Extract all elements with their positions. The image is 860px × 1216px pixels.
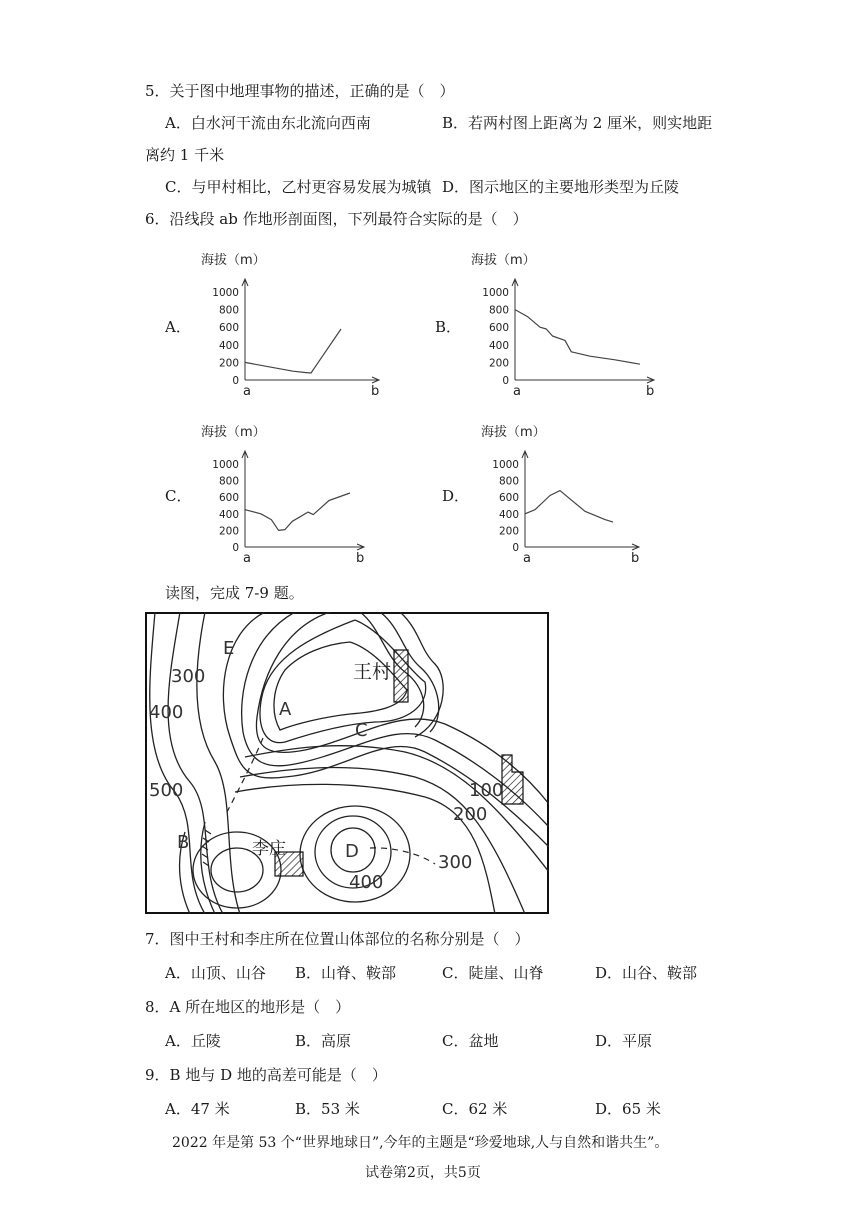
question-6-option-d-label: D． [442, 487, 470, 505]
question-5-option-c: C．与甲村相比，乙村更容易发展为城镇 [165, 178, 432, 196]
question-8-option-a: A．丘陵 [165, 1032, 221, 1050]
question-8-option-b: B．高原 [295, 1032, 352, 1050]
question-6-option-a-label: A． [165, 318, 191, 336]
wangcun-village-marker [394, 650, 408, 702]
y-tick-label: 600 [488, 322, 509, 335]
profile-chart-svg-d [475, 418, 645, 563]
question-8-option-c: C．盆地 [442, 1032, 499, 1050]
y-tick-label: 600 [218, 492, 239, 505]
x-label-start: a [243, 551, 251, 563]
y-tick-label: 600 [218, 322, 239, 335]
y-tick-label: 0 [232, 375, 239, 387]
x-label-end: b [371, 384, 380, 396]
map-label-e: E [223, 638, 235, 659]
profile-line [245, 493, 350, 530]
y-tick-label: 200 [218, 525, 239, 538]
y-tick-label: 1000 [482, 287, 509, 299]
contour-value-300-top: 300 [171, 666, 206, 687]
question-5-option-b: B．若两村图上距离为 2 厘米，则实地距 [442, 114, 713, 132]
question-5-option-d: D．图示地区的主要地形类型为丘陵 [442, 178, 680, 196]
profile-line [515, 310, 640, 365]
question-9-option-d: D．65 米 [595, 1100, 661, 1118]
contour-map [145, 612, 549, 914]
question-7-option-c: C．陡崖、山脊 [442, 964, 544, 982]
y-tick-label: 1000 [492, 459, 519, 471]
profile-chart-svg-c [195, 418, 370, 563]
question-9-option-a: A．47 米 [165, 1100, 230, 1118]
x-label-start: a [513, 384, 521, 396]
map-label-d: D [345, 841, 359, 862]
y-tick-label: 400 [218, 508, 239, 521]
y-tick-label: 800 [218, 475, 239, 488]
y-tick-label: 400 [498, 508, 519, 521]
y-tick-label: 200 [218, 357, 239, 370]
y-tick-label: 400 [488, 339, 509, 352]
profile-chart-svg-a [195, 246, 385, 396]
x-label-end: b [646, 384, 655, 396]
earth-day-note: 2022 年是第 53 个“世界地球日”,今年的主题是“珍爱地球,人与自然和谐共生”。 [172, 1135, 669, 1151]
question-9-option-c: C．62 米 [442, 1100, 508, 1118]
read-map-prompt: 读图，完成 7-9 题。 [165, 584, 304, 602]
question-7-option-b: B．山脊、鞍部 [295, 964, 397, 982]
profile-ylabel: 海拔（m） [201, 253, 266, 268]
question-9-stem: 9．B 地与 D 地的高差可能是（ ） [145, 1066, 387, 1084]
y-tick-label: 400 [218, 339, 239, 352]
map-frame [146, 613, 548, 913]
profile-ylabel: 海拔（m） [201, 425, 266, 440]
y-tick-label: 200 [498, 525, 519, 538]
question-7-option-d: D．山谷、鞍部 [595, 964, 698, 982]
y-tick-label: 800 [488, 304, 509, 317]
x-label-end: b [631, 551, 640, 563]
map-label-c: C [355, 720, 368, 741]
question-7-stem: 7．图中王村和李庄所在位置山体部位的名称分别是（ ） [145, 930, 530, 948]
profile-chart-d [475, 418, 645, 563]
question-5-stem: 5．关于图中地理事物的描述，正确的是（ ） [145, 82, 455, 100]
question-6-option-b-label: B． [435, 318, 462, 336]
contour-value-400-left: 400 [149, 702, 184, 723]
map-label-wangcun: 王村 [353, 661, 392, 683]
question-9-option-b: B．53 米 [295, 1100, 360, 1118]
contour-value-300-bottom: 300 [438, 852, 473, 873]
contour-value-400-bottom: 400 [349, 872, 384, 893]
y-tick-label: 0 [232, 542, 239, 554]
contour-value-500: 500 [149, 780, 184, 801]
x-label-start: a [243, 384, 251, 396]
profile-ylabel: 海拔（m） [471, 253, 536, 268]
profile-chart-svg-b [465, 246, 660, 396]
profile-line [245, 329, 341, 373]
y-tick-label: 0 [512, 542, 519, 554]
map-label-lizhuang: 李庄 [252, 839, 286, 859]
question-8-stem: 8．A 所在地区的地形是（ ） [145, 998, 351, 1016]
map-label-b: B [177, 832, 190, 853]
y-tick-label: 200 [488, 357, 509, 370]
profile-chart-c [195, 418, 370, 563]
y-tick-label: 1000 [212, 459, 239, 471]
x-label-end: b [356, 551, 365, 563]
question-7-option-a: A．山顶、山谷 [165, 964, 266, 982]
contour-value-100: 100 [469, 780, 504, 801]
profile-chart-b [465, 246, 660, 396]
contour-value-200: 200 [453, 804, 488, 825]
question-6-stem: 6．沿线段 ab 作地形剖面图，下列最符合实际的是（ ） [145, 210, 528, 228]
y-tick-label: 600 [498, 492, 519, 505]
y-tick-label: 800 [498, 475, 519, 488]
x-label-start: a [523, 551, 531, 563]
y-tick-label: 0 [502, 375, 509, 387]
profile-line [525, 491, 613, 522]
question-6-option-c-label: C． [165, 487, 192, 505]
profile-chart-a [195, 246, 385, 396]
map-label-a: A [279, 699, 292, 720]
profile-ylabel: 海拔（m） [481, 425, 546, 440]
question-5-option-a: A．白水河干流由东北流向西南 [165, 114, 371, 132]
question-5-option-b-continued: 离约 1 千米 [145, 146, 225, 164]
page-number: 试卷第2页，共5页 [365, 1165, 481, 1181]
y-tick-label: 800 [218, 304, 239, 317]
question-8-option-d: D．平原 [595, 1032, 653, 1050]
y-tick-label: 1000 [212, 287, 239, 299]
